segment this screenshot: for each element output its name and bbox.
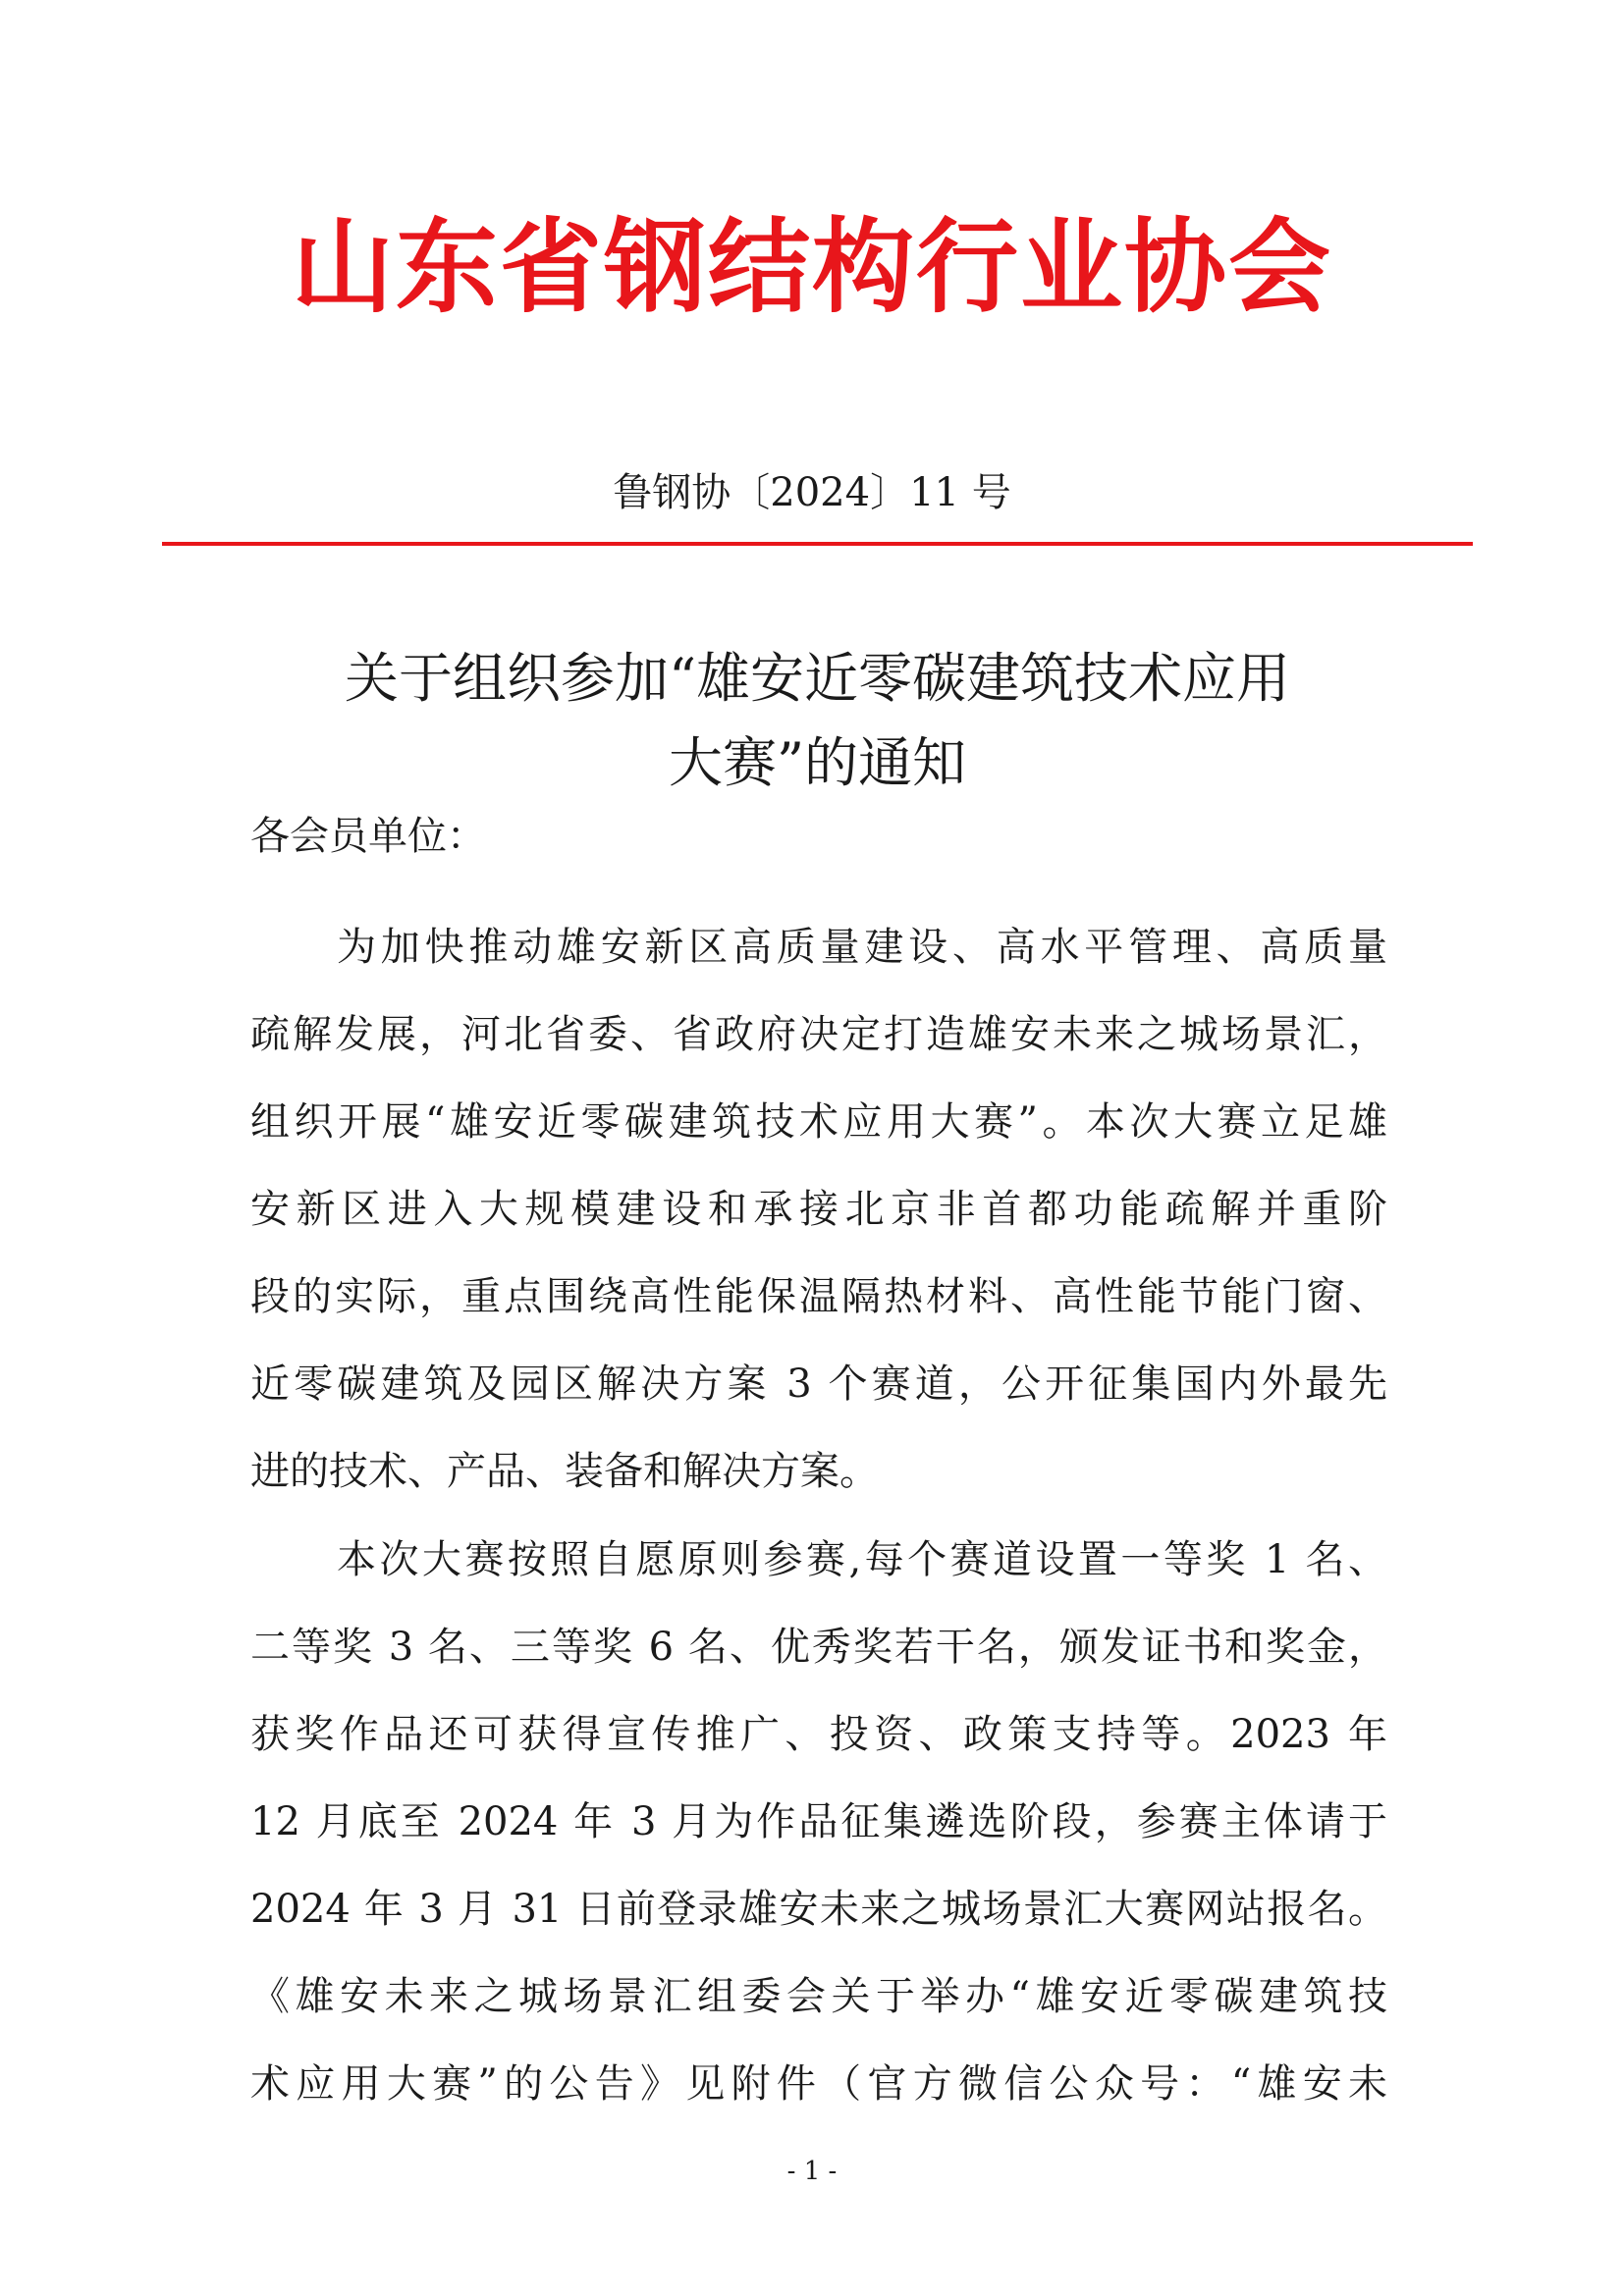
paragraph-line: 安新区进入大规模建设和承接北京非首都功能疏解并重阶 — [250, 1187, 1387, 1232]
salutation: 各会员单位： — [250, 814, 486, 859]
paragraph-line: 12 月底至 2024 年 3 月为作品征集遴选阶段，参赛主体请于 — [250, 1799, 1387, 1844]
document-number: 鲁钢协〔2024〕11 号 — [613, 470, 1011, 515]
paragraph-line: 近零碳建筑及园区解决方案 3 个赛道，公开征集国内外最先 — [250, 1362, 1387, 1407]
header-divider — [162, 542, 1473, 546]
notice-title — [162, 636, 1473, 805]
organization-title: 山东省钢结构行业协会 — [291, 207, 1332, 327]
paragraph-line: 疏解发展，河北省委、省政府决定打造雄安未来之城场景汇， — [250, 1012, 1387, 1057]
paragraph-line: 段的实际，重点围绕高性能保温隔热材料、高性能节能门窗、 — [250, 1274, 1387, 1319]
body-paragraph-2 — [250, 1517, 1387, 2128]
paragraph-line: 获奖作品还可获得宣传推广、投资、政策支持等。2023 年 — [250, 1712, 1387, 1757]
notice-title-line: 大赛”的通知 — [668, 731, 967, 794]
body-paragraph-1 — [250, 904, 1387, 1516]
paragraph-line: 术应用大赛”的公告》见附件（官方微信公众号：“雄安未 — [250, 2061, 1387, 2107]
paragraph-line: 《雄安未来之城场景汇组委会关于举办“雄安近零碳建筑技 — [250, 1974, 1387, 2019]
paragraph-line: 本次大赛按照自愿原则参赛,每个赛道设置一等奖 1 名、 — [337, 1537, 1387, 1582]
page-number: - 1 - — [786, 2157, 838, 2186]
paragraph-line: 为加快推动雄安新区高质量建设、高水平管理、高质量 — [337, 925, 1387, 970]
paragraph-line: 组织开展“雄安近零碳建筑技术应用大赛”。本次大赛立足雄 — [250, 1099, 1387, 1145]
notice-title-line: 关于组织参加“雄安近零碳建筑技术应用 — [344, 647, 1291, 710]
paragraph-line: 进的技术、产品、装备和解决方案。 — [250, 1449, 879, 1494]
paragraph-line: 2024 年 3 月 31 日前登录雄安未来之城场景汇大赛网站报名。 — [250, 1887, 1387, 1932]
paragraph-line: 二等奖 3 名、三等奖 6 名、优秀奖若干名，颁发证书和奖金， — [250, 1625, 1387, 1670]
